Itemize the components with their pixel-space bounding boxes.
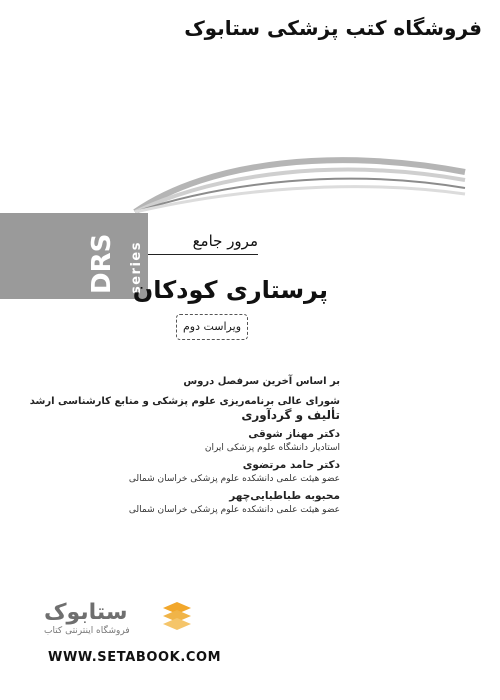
website-url[interactable]: WWW.SETABOOK.COM <box>48 650 222 665</box>
author-name: محبوبه طباطبایی‌چهر <box>229 490 340 502</box>
store-title: فروشگاه کتب پزشکی ستابوک <box>184 16 482 40</box>
author-role: استادیار دانشگاه علوم پزشکی ایران <box>204 443 340 453</box>
book-title: پرستاری کودکان <box>132 276 328 304</box>
setabook-logo-text: ستابوک <box>44 600 128 625</box>
author-name: دکتر مهناز شوقی <box>248 428 340 440</box>
author-role: عضو هیئت علمی دانشکده علوم پزشکی خراسان شمالی <box>128 474 340 484</box>
decorative-swoosh <box>130 150 470 220</box>
setabook-logo-icon <box>160 600 194 634</box>
authors-heading: تألیف و گردآوری <box>241 408 340 422</box>
overview-label: مرور جامع <box>192 232 258 250</box>
svg-text:series: series <box>129 241 144 294</box>
basis-line-1: بر اساس آخرین سرفصل دروس <box>183 376 340 387</box>
svg-text:DRS: DRS <box>87 233 117 294</box>
basis-line-2: شورای عالی برنامه‌ریزی علوم پزشکی و منابع کارشناسی ارشد <box>29 396 340 407</box>
overview-underline <box>148 254 258 255</box>
author-role: عضو هیئت علمی دانشکده علوم پزشکی خراسان شمالی <box>128 505 340 515</box>
authors-block <box>120 408 340 515</box>
curriculum-basis <box>30 372 340 412</box>
setabook-logo-subtitle: فروشگاه اینترنتی کتاب <box>44 626 130 636</box>
edition-badge: ویراست دوم <box>176 314 248 340</box>
author-name: دکتر حامد مرتضوی <box>242 459 340 471</box>
